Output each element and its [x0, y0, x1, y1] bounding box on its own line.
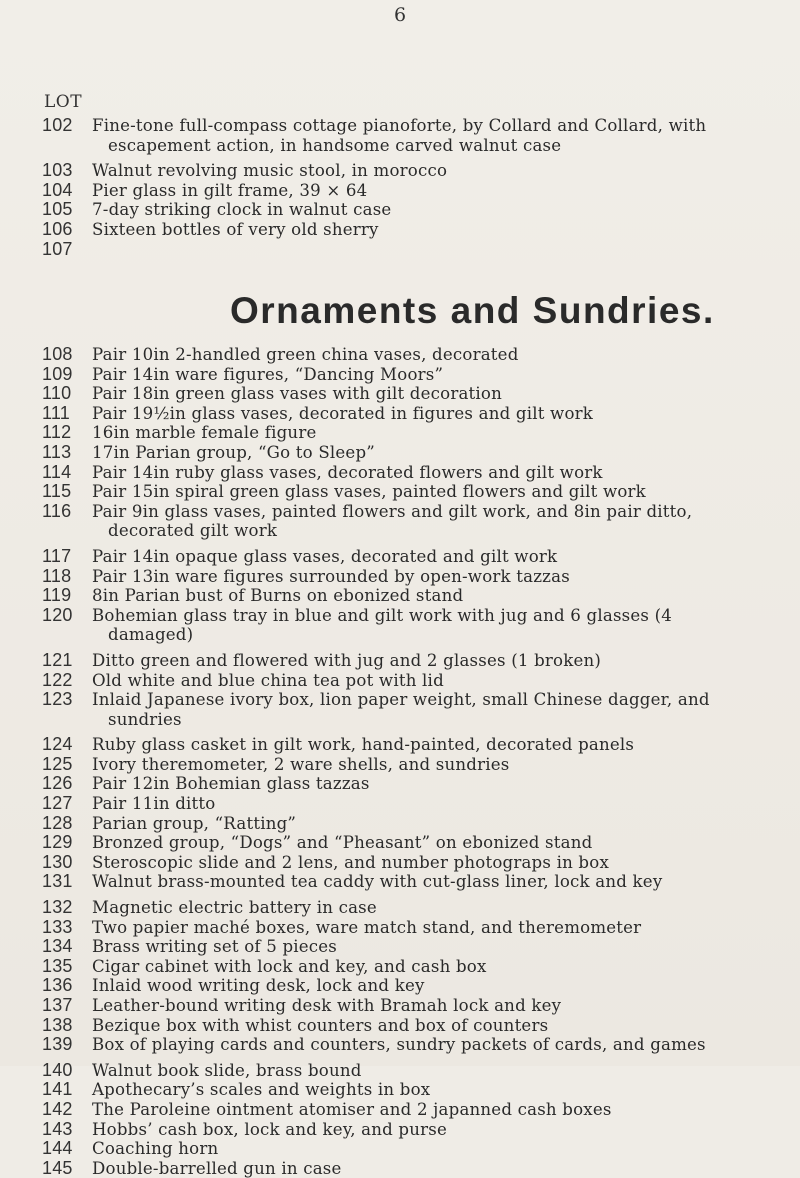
- lot-description: Pair 13in ware figures surrounded by open-work tazzas: [92, 566, 570, 586]
- lot-number: 142: [42, 1098, 73, 1119]
- lot-list-furniture: [0, 116, 800, 259]
- lot-number: 122: [42, 669, 73, 690]
- lot-number: 125: [42, 753, 73, 774]
- lot-number: 108: [42, 344, 73, 364]
- lot-number: 110: [42, 383, 72, 404]
- lot-entry: [0, 384, 800, 404]
- lot-number: 123: [42, 689, 73, 710]
- lot-description: Double-barrelled gun in case: [92, 1158, 342, 1178]
- lot-description: Pair 12in Bohemian glass tazzas: [92, 774, 370, 794]
- lot-number: 109: [42, 363, 73, 384]
- lot-entry: [0, 1061, 800, 1081]
- lot-description: Bronzed group, “Dogs” and “Pheasant” on ebonized stand: [92, 833, 593, 853]
- lot-number: 104: [42, 179, 73, 200]
- lot-entry: [0, 1035, 800, 1055]
- lot-entry: [0, 976, 800, 996]
- lot-number: 128: [42, 812, 73, 833]
- lot-description: Two papier maché boxes, ware match stand, and theremometer: [92, 917, 642, 937]
- lot-description: Cigar cabinet with lock and key, and cash box: [92, 956, 487, 976]
- lot-number: 145: [42, 1157, 73, 1178]
- lot-description: Pair 15in spiral green glass vases, painted flowers and gilt work: [92, 482, 646, 502]
- lot-number: 112: [42, 422, 72, 443]
- lot-entry: [0, 606, 800, 645]
- lot-column-heading: LOT: [44, 92, 83, 112]
- lot-number: 115: [42, 481, 72, 502]
- lot-description: Apothecary’s scales and weights in box: [92, 1080, 431, 1100]
- lot-number: 117: [42, 545, 72, 566]
- lot-description: Pair 19½in glass vases, decorated in figures and gilt work: [92, 403, 594, 423]
- lot-number: 120: [42, 604, 73, 625]
- lot-number: 113: [42, 441, 72, 462]
- lot-description: Old white and blue china tea pot with lid: [92, 670, 444, 690]
- lot-description: Inlaid wood writing desk, lock and key: [92, 976, 425, 996]
- lot-description: Pier glass in gilt frame, 39 × 64: [92, 180, 368, 200]
- lot-description: Walnut brass-mounted tea caddy with cut-glass liner, lock and key: [92, 872, 663, 892]
- lot-entry: [0, 814, 800, 834]
- lot-number: 124: [42, 734, 73, 755]
- lot-number: 106: [42, 218, 73, 239]
- lot-number: 137: [42, 995, 73, 1015]
- lot-number: 119: [42, 585, 72, 606]
- lot-entry: [0, 833, 800, 853]
- lot-entry: [0, 463, 800, 483]
- lot-description: 7-day striking clock in walnut case: [92, 200, 392, 220]
- lot-number: 103: [42, 160, 73, 181]
- lot-entry: [0, 161, 800, 181]
- lot-description: 17in Parian group, “Go to Sleep”: [92, 442, 375, 462]
- lot-description: 8in Parian bust of Burns on ebonized stand: [92, 586, 464, 606]
- lot-description: Pair 14in opaque glass vases, decorated and gilt work: [92, 546, 558, 566]
- lot-entry: [0, 853, 800, 873]
- lot-entry: [0, 755, 800, 775]
- lot-entry: [0, 181, 800, 201]
- lot-description: Pair 10in 2-handled green china vases, decorated: [92, 345, 519, 364]
- lot-number: 131: [42, 871, 73, 892]
- lot-number: 127: [42, 793, 73, 814]
- lot-description: Walnut revolving music stool, in morocco: [92, 161, 448, 181]
- lot-description: Bohemian glass tray in blue and gilt work with jug and 6 glasses (4 damaged): [92, 605, 673, 645]
- lot-entry: [0, 502, 800, 541]
- lot-description: 16in marble female figure: [92, 423, 317, 443]
- lot-entry: [0, 996, 800, 1016]
- lot-number: 136: [42, 975, 73, 996]
- lot-entry: [0, 423, 800, 443]
- lot-number: 140: [42, 1059, 73, 1080]
- lot-number: 126: [42, 773, 73, 794]
- lot-description: Leather-bound writing desk with Bramah lock and key: [92, 996, 562, 1015]
- lot-entry: [0, 220, 800, 240]
- lot-number: 143: [42, 1118, 73, 1139]
- lot-entry: [0, 1080, 800, 1100]
- lot-number: 121: [42, 649, 73, 670]
- lot-number: 107: [42, 238, 73, 259]
- lot-description: Pair 14in ruby glass vases, decorated flowers and gilt work: [92, 462, 603, 482]
- lot-number: 130: [42, 851, 73, 872]
- lot-description: The Paroleine ointment atomiser and 2 japanned cash boxes: [92, 1099, 612, 1119]
- lot-number: 138: [42, 1014, 73, 1035]
- lot-description: Brass writing set of 5 pieces: [92, 937, 338, 957]
- lot-description: Walnut book slide, brass bound: [92, 1060, 362, 1080]
- lot-entry: [0, 1016, 800, 1036]
- lot-entry: [0, 774, 800, 794]
- lot-entry: [0, 957, 800, 977]
- lot-number: 118: [42, 565, 72, 586]
- lot-entry: [0, 918, 800, 938]
- lot-description: Ditto green and flowered with jug and 2 glasses (1 broken): [92, 650, 602, 670]
- lot-number: 144: [42, 1138, 73, 1159]
- lot-number: 134: [42, 936, 73, 957]
- lot-entry: [0, 365, 800, 385]
- lot-entry: [0, 1159, 800, 1178]
- lot-entry: [0, 1120, 800, 1140]
- lot-entry: [0, 404, 800, 424]
- lot-number: 135: [42, 955, 73, 976]
- lot-description: Hobbs’ cash box, lock and key, and purse: [92, 1119, 448, 1139]
- lot-entry: [0, 937, 800, 957]
- lot-description: Pair 14in ware figures, “Dancing Moors”: [92, 364, 444, 384]
- lot-entry: [0, 345, 800, 365]
- lot-number: 114: [42, 461, 72, 482]
- lot-description: Box of playing cards and counters, sundry packets of cards, and games: [92, 1035, 706, 1055]
- lot-description: Pair 18in green glass vases with gilt decoration: [92, 384, 503, 404]
- lot-entry: [0, 240, 800, 260]
- lot-number: 111: [42, 402, 70, 423]
- lot-number: 105: [42, 199, 73, 220]
- lot-number: 116: [42, 500, 72, 521]
- lot-entry: [0, 690, 800, 729]
- lot-description: [92, 240, 740, 260]
- lot-description: Parian group, “Ratting”: [92, 813, 297, 833]
- lot-description: Ruby glass casket in gilt work, hand-painted, decorated panels: [92, 735, 635, 755]
- lot-number: 132: [42, 897, 73, 918]
- lot-entry: [0, 1100, 800, 1120]
- lot-entry: [0, 671, 800, 691]
- lot-description: Fine-tone full-compass cottage pianoforte, by Collard and Collard, with escapement action, in handsome carved walnut case: [92, 116, 707, 155]
- lot-entry: [0, 586, 800, 606]
- lot-entry: [0, 443, 800, 463]
- lot-entry: [0, 735, 800, 755]
- lot-entry: [0, 547, 800, 567]
- lot-number: 133: [42, 916, 73, 937]
- lot-description: Steroscopic slide and 2 lens, and number photograps in box: [92, 852, 610, 872]
- lot-description: Bezique box with whist counters and box of counters: [92, 1015, 549, 1035]
- lot-description: Pair 9in glass vases, painted flowers and gilt work, and 8in pair ditto, decorated gilt work: [92, 501, 693, 541]
- lot-list-ornaments: [0, 345, 800, 1178]
- page-number: 6: [393, 4, 407, 26]
- lot-entry: [0, 794, 800, 814]
- lot-entry: [0, 482, 800, 502]
- lot-description: Coaching horn: [92, 1139, 219, 1159]
- lot-entry: [0, 898, 800, 918]
- section-title: Ornaments and Sundries.: [230, 290, 715, 331]
- lot-entry: [0, 872, 800, 892]
- lot-number: 141: [42, 1079, 73, 1100]
- lot-description: Sixteen bottles of very old sherry: [92, 219, 379, 239]
- lot-description: Inlaid Japanese ivory box, lion paper weight, small Chinese dagger, and sundries: [92, 690, 710, 729]
- lot-entry: [0, 651, 800, 671]
- lot-number: 102: [42, 115, 73, 135]
- lot-number: 139: [42, 1034, 73, 1055]
- lot-entry: [0, 116, 800, 155]
- lot-number: 129: [42, 832, 73, 853]
- lot-description: Pair 11in ditto: [92, 794, 216, 814]
- lot-description: Ivory theremometer, 2 ware shells, and sundries: [92, 754, 510, 774]
- lot-entry: [0, 1139, 800, 1159]
- lot-description: Magnetic electric battery in case: [92, 898, 377, 918]
- lot-entry: [0, 567, 800, 587]
- lot-entry: [0, 200, 800, 220]
